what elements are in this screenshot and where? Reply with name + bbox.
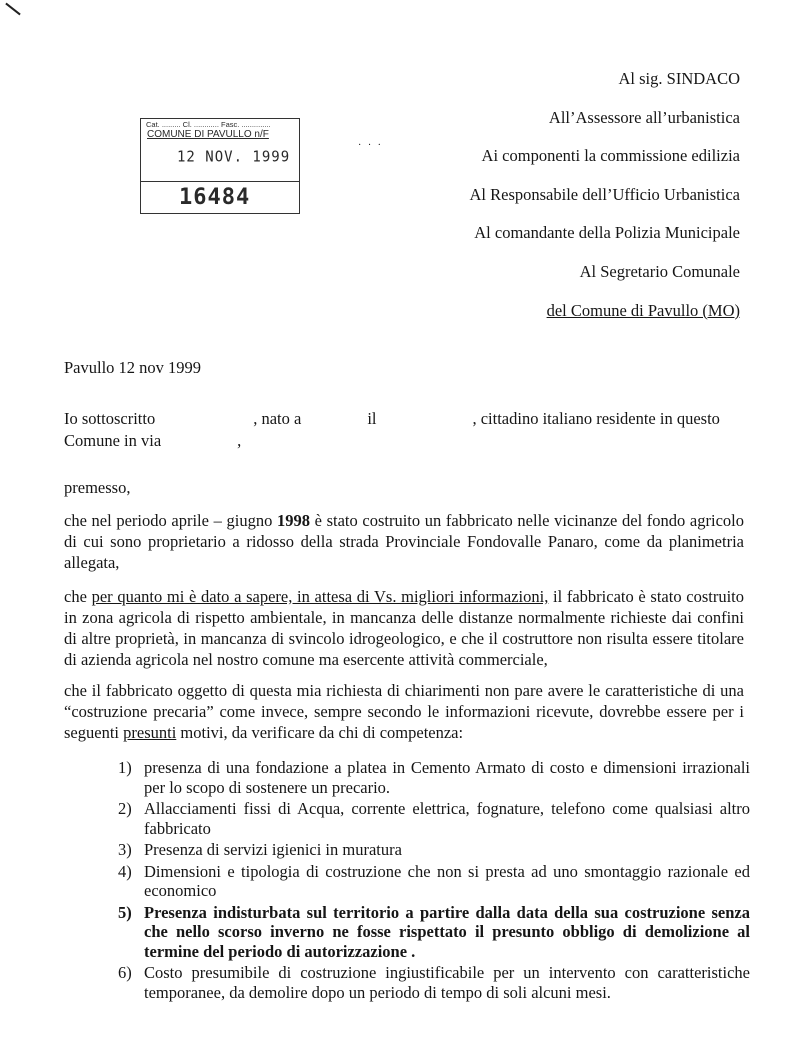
reason-number: 3) [118,840,132,859]
scan-mark [5,3,20,16]
premesso-heading: premesso, [64,478,131,497]
paragraph-information [64,586,744,670]
intro-line-2 [64,430,744,452]
stamp-date: 12 NOV. 1999 [177,148,291,166]
reason-text: presenza di una fondazione a platea in Cemento Armato di costo e dimensioni irrazionali per lo scopo di sostenere un precario. [144,758,750,797]
paragraph-construction [64,510,744,573]
p1-before: che nel periodo aprile – giugno [64,511,277,530]
stamp-meta: Cat. ......... Cl. ............ Fasc. .............. [146,120,271,129]
p2-before: che [64,587,92,606]
reason-item [118,903,750,962]
intro-text-e: Comune in via [64,431,162,450]
intro-text-f: , [237,431,242,450]
stamp-divider [141,181,299,182]
stamp-protocol-number: 16484 [179,185,251,210]
recipient-municipality: del Comune di Pavullo (MO) [546,300,740,320]
intro-text-d: , cittadino italiano residente in questo [472,409,720,428]
recipients-block [469,60,740,330]
p2-after: il fabbricato è stato costruito in zona agricola di rispetto ambientale, in mancanza delle distanze normalmente richieste dai confini di altre proprietà, in mancanza di svincolo idrogeologico, e che il costruttore non risulta essere titolare di azienda agricola nel nostro comune ma esercente attività commerciale, [64,587,744,669]
scan-dots: · · · [358,140,383,151]
reason-item [118,799,750,838]
recipient-line: Ai componenti la commissione edilizia [481,146,740,166]
recipient-line: Al comandante della Polizia Municipale [474,223,740,243]
reason-text: Presenza indisturbata sul territorio a partire dalla data della sua costruzione senza che nello scorso inverno ne fosse rispettato il presunto obbligo di demolizione al termine del periodo di autorizzazione . [144,902,750,961]
p3-underlined: presunti [123,723,177,742]
reason-text: Allacciamenti fissi di Acqua, corrente elettrica, fognature, telefono come qualsiasi altro fabbricato [144,799,750,838]
reason-number: 6) [118,963,132,982]
intro-text-b: , nato a [253,409,302,428]
reason-item [118,758,750,797]
recipient-line: Al Responsabile dell’Ufficio Urbanistica [469,184,740,204]
recipient-line: All’Assessore all’urbanistica [548,107,740,127]
reason-text: Presenza di servizi igienici in muratura [144,840,402,859]
p2-underlined: per quanto mi è dato a sapere, in attesa di Vs. migliori informazioni, [91,587,549,606]
reason-number: 2) [118,799,132,818]
reason-number: 4) [118,861,132,881]
reason-number: 5) [118,902,132,922]
intro-line-1 [64,408,744,430]
paragraph-precarious [64,680,744,743]
reason-item [118,963,750,1002]
recipient-line: Al Segretario Comunale [579,261,740,281]
reasons-list [118,758,750,1004]
intro-paragraph [64,408,744,452]
intro-text-c: il [367,409,377,428]
p1-after: è stato costruito un fabbricato nelle vicinanze del fondo agricolo di cui sono proprietario a ridosso della strada Provinciale Fondovalle Panaro, come da planimetria allegata, [64,511,744,572]
reason-text: Costo presumibile di costruzione ingiustificabile per un intervento con caratteristiche temporanee, da demolire dopo un periodo di tempo di soli alcuni mesi. [144,963,750,1002]
p3-after: motivi, da verificare da chi di competenza: [176,723,464,742]
stamp-office: COMUNE DI PAVULLO n/F [147,129,269,140]
reason-text: Dimensioni e tipologia di costruzione che non si presta ad uno smontaggio razionale ed economico [144,861,750,900]
letter-date: Pavullo 12 nov 1999 [64,358,202,377]
reason-number: 1) [118,758,132,777]
reason-item [118,840,750,860]
p3-before: che il fabbricato oggetto di questa mia richiesta di chiarimenti non pare avere le caratteristiche di una “costruzione precaria” come invece, sempre secondo le informazioni ricevute, dovrebbe essere per i seguenti [64,681,744,742]
p1-year: 1998 [276,511,310,530]
reason-item [118,862,750,901]
protocol-stamp [140,118,300,214]
intro-text-a: Io sottoscritto [64,409,156,428]
recipient-line: Al sig. SINDACO [618,69,740,88]
